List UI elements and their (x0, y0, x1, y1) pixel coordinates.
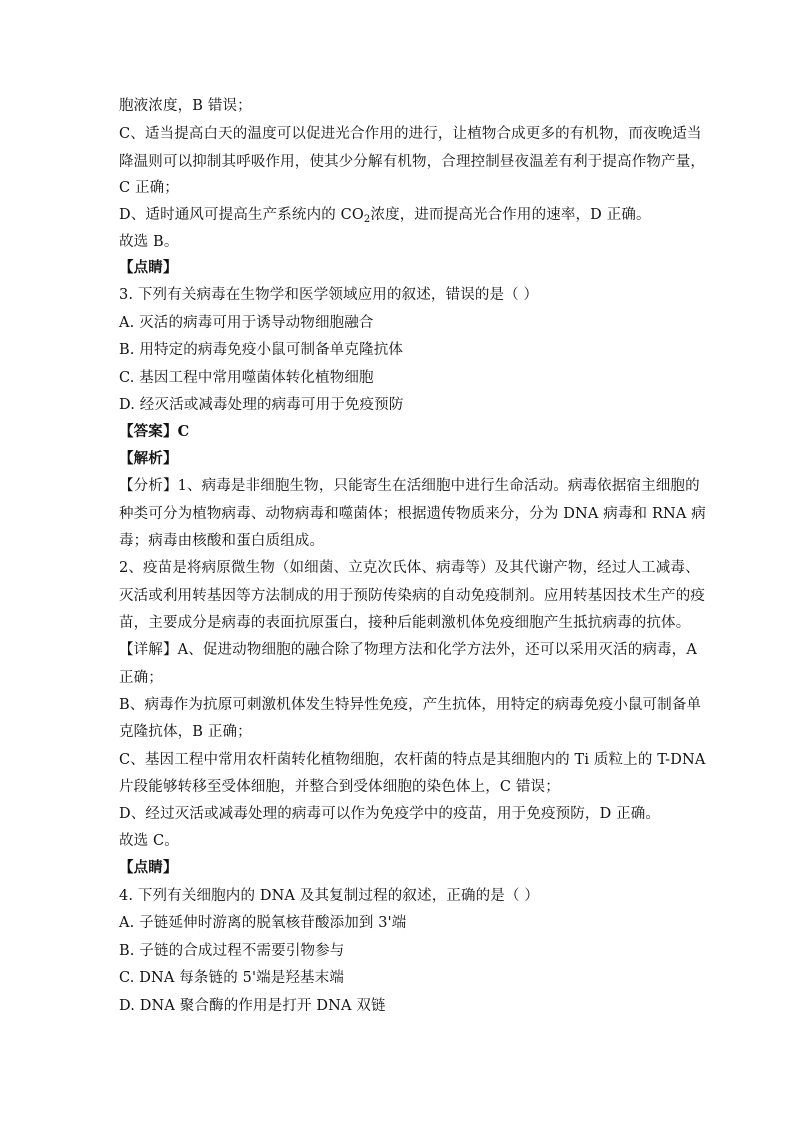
question-4-option-b: B. 子链的合成过程不需要引物参与 (119, 943, 345, 959)
text-line: 故选 B。 (119, 234, 179, 250)
section-heading: 【解析】 (119, 450, 178, 467)
section-heading: 【点睛】 (119, 259, 178, 276)
text-line: C、适当提高白天的温度可以促进光合作用的进行，让植物合成更多的有机物，而夜晚适当 (119, 126, 702, 142)
text-segment: 浓度，进而提高光合作用的速率，D 正确。 (370, 207, 651, 223)
question-3-option-d: D. 经灭活或减毒处理的病毒可用于免疫预防 (119, 397, 404, 413)
subscript: 2 (363, 214, 371, 225)
question-4-stem: 4. 下列有关细胞内的 DNA 及其复制过程的叙述，正确的是（ ） (119, 888, 540, 904)
text-line: 毒；病毒由核酸和蛋白质组成。 (119, 533, 325, 549)
answer-line: 【答案】C (119, 423, 190, 440)
section-heading: 【点睛】 (119, 859, 178, 876)
question-4-option-d: D. DNA 聚合酶的作用是打开 DNA 双链 (119, 998, 386, 1014)
text-line: 种类可分为植物病毒、动物病毒和噬菌体；根据遗传物质来分，分为 DNA 病毒和 RNA 病 (119, 506, 706, 522)
text-line: 苗，主要成分是病毒的表面抗原蛋白，接种后能刺激机体免疫细胞产生抵抗病毒的抗体。 (119, 615, 691, 631)
text-line: 克隆抗体，B 正确； (119, 724, 252, 740)
text-line: 故选 C。 (119, 833, 179, 849)
text-line: 片段能够转移至受体细胞，并整合到受体细胞的染色体上，C 错误； (119, 779, 560, 795)
question-3-option-a: A. 灭活的病毒可用于诱导动物细胞融合 (119, 315, 374, 331)
text-line: 降温则可以抑制其呼吸作用，使其少分解有机物，合理控制昼夜温差有利于提高作物产量， (119, 154, 705, 170)
text-line: 【分析】1、病毒是非细胞生物，只能寄生在活细胞中进行生命活动。病毒依据宿主细胞的 (119, 478, 700, 494)
question-3-option-b: B. 用特定的病毒免疫小鼠可制备单克隆抗体 (119, 342, 404, 358)
text-segment: D、适时通风可提高生产系统内的 CO (119, 207, 364, 223)
text-line: 2、疫苗是将病原微生物（如细菌、立克次氏体、病毒等）及其代谢产物，经过人工减毒、 (119, 560, 700, 576)
text-line: 【详解】A、促进动物细胞的融合除了物理方法和化学方法外，还可以采用灭活的病毒，A (119, 642, 697, 658)
text-line: B、病毒作为抗原可刺激机体发生特异性免疫，产生抗体，用特定的病毒免疫小鼠可制备单 (119, 697, 702, 713)
text-line: C 正确； (119, 180, 179, 196)
text-line: D、经过灭活或减毒处理的病毒可以作为免疫学中的疫苗，用于免疫预防，D 正确。 (119, 806, 661, 822)
text-line: 灭活或利用转基因等方法制成的用于预防传染病的自动免疫制剂。应用转基因技术生产的疫 (119, 588, 705, 604)
text-line: 正确； (119, 670, 163, 686)
question-4-option-c: C. DNA 每条链的 5'端是羟基末端 (119, 970, 345, 986)
question-3-stem: 3. 下列有关病毒在生物学和医学领域应用的叙述，错误的是（ ） (119, 287, 539, 303)
question-4-option-a: A. 子链延伸时游离的脱氧核苷酸添加到 3'端 (119, 915, 407, 931)
text-line: 胞液浓度，B 错误； (119, 98, 252, 114)
text-line (119, 205, 651, 225)
question-3-option-c: C. 基因工程中常用噬菌体转化植物细胞 (119, 370, 374, 386)
text-line: C、基因工程中常用农杆菌转化植物细胞，农杆菌的特点是其细胞内的 Ti 质粒上的 T-DNA (119, 752, 706, 768)
